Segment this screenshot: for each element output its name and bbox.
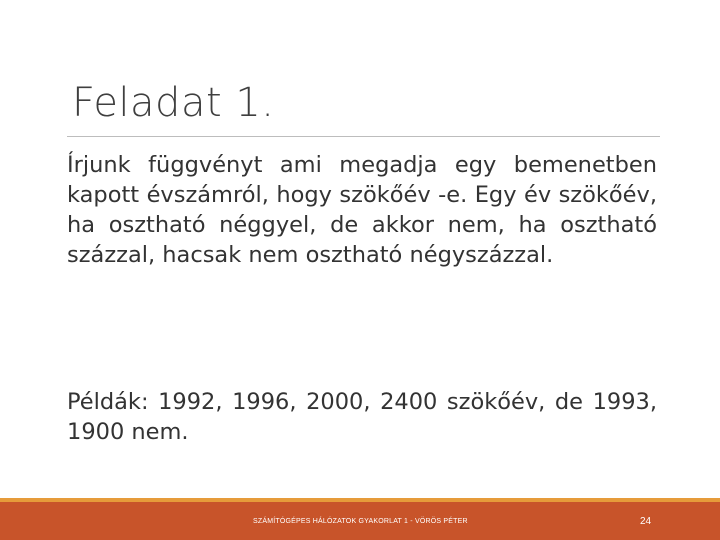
examples-text: Példák: 1992, 1996, 2000, 2400 szökőév, de 1993, 1900 nem. — [67, 389, 657, 445]
task-description: Írjunk függvényt ami megadja egy bemenetben kapott évszámról, hogy szökőév -e. Egy év szökőév, ha osztható néggyel, de akkor nem, ha osztható százzal, hacsak nem osztható négyszázzal. — [67, 152, 657, 268]
footer-bar — [0, 498, 720, 540]
slide-title: Feladat 1. — [72, 80, 275, 126]
footer-accent-stripe — [0, 498, 720, 502]
footer-text: SZÁMÍTÓGÉPES HÁLÓZATOK GYAKORLAT 1 - VÖRÖS PÉTER — [253, 518, 468, 525]
title-divider — [67, 136, 660, 137]
page-number: 24 — [640, 516, 652, 527]
